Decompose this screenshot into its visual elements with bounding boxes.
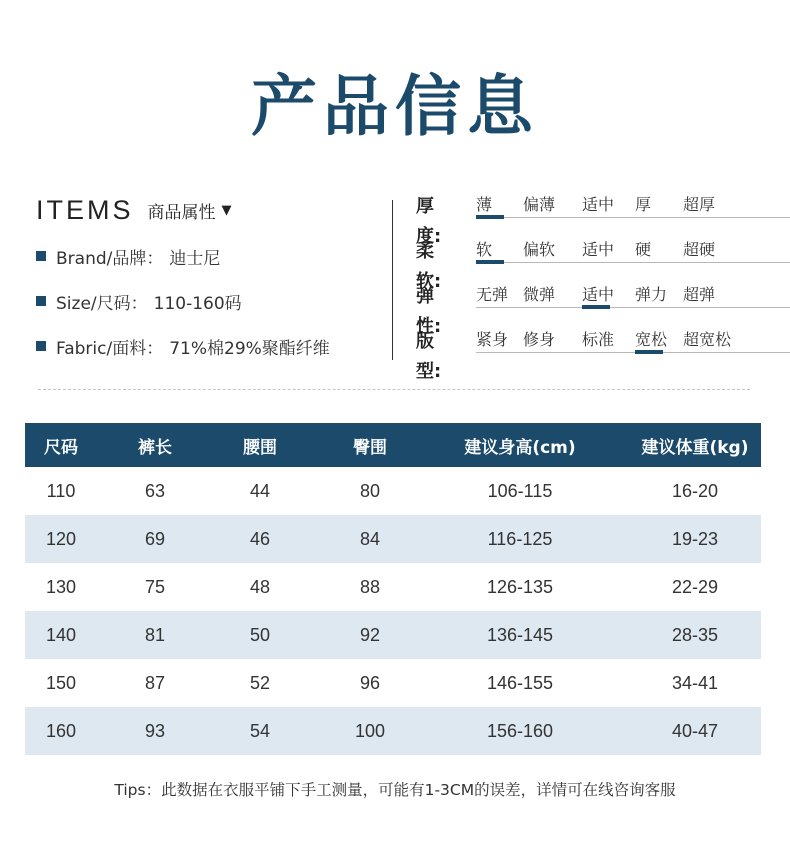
- property-option: 无弹: [476, 285, 509, 304]
- property-option: 适中: [582, 285, 615, 304]
- bullet-icon: [36, 296, 46, 306]
- table-cell: 146-155: [486, 672, 554, 693]
- property-option: 偏薄: [523, 195, 556, 214]
- header-cell: 腰围: [243, 437, 277, 458]
- header-cell: 建议身高(cm): [464, 437, 576, 458]
- attribute-value: 110-160码: [153, 293, 242, 314]
- table-cell: 92: [359, 624, 381, 645]
- header-cell: 建议体重(kg): [641, 437, 749, 458]
- bullet-icon: [36, 341, 46, 351]
- table-row: [25, 467, 761, 515]
- table-cell: 136-145: [486, 624, 554, 645]
- items-header: [36, 192, 232, 228]
- attribute-brand: [36, 243, 220, 269]
- table-cell: 156-160: [486, 720, 554, 741]
- table-cell: 106-115: [487, 480, 553, 501]
- table-header: [25, 423, 761, 467]
- table-cell: 160: [45, 720, 77, 741]
- table-cell: 16-20: [671, 480, 719, 501]
- property-option: 宽松: [635, 330, 668, 349]
- table-row: [25, 659, 761, 707]
- property-option: 软: [476, 240, 493, 259]
- tips-note: Tips：此数据在衣服平铺下手工测量，可能有1-3CM的误差，详情可在线咨询客服: [114, 781, 676, 799]
- table-cell: 140: [45, 624, 77, 645]
- table-cell: 87: [144, 672, 166, 693]
- property-label: 厚度:: [416, 196, 442, 247]
- attribute-size: [36, 288, 242, 314]
- property-option: 适中: [582, 195, 615, 214]
- property-selected-marker: [476, 215, 504, 219]
- table-cell: 50: [249, 624, 271, 645]
- page-title: 产品信息: [251, 68, 539, 145]
- property-option: 超硬: [683, 240, 716, 259]
- property-option: 超宽松: [683, 330, 732, 349]
- table-cell: 75: [144, 576, 166, 597]
- dashed-divider: [38, 389, 750, 390]
- property-option: 紧身: [476, 330, 509, 349]
- table-cell: 80: [359, 480, 381, 501]
- caret-down-icon: ▼: [221, 202, 232, 218]
- table-cell: 48: [249, 576, 271, 597]
- property-option: 修身: [523, 330, 556, 349]
- property-option: 偏软: [523, 240, 556, 259]
- table-cell: 150: [45, 672, 77, 693]
- attribute-label: Size/尺码：: [56, 293, 148, 314]
- property-option: 适中: [582, 240, 615, 259]
- table-cell: 84: [359, 528, 381, 549]
- table-cell: 120: [45, 528, 77, 549]
- table-row: [25, 563, 761, 611]
- table-row: [25, 611, 761, 659]
- table-cell: 28-35: [671, 624, 719, 645]
- attribute-value: 迪士尼: [169, 248, 221, 269]
- table-row: [25, 707, 761, 755]
- table-cell: 40-47: [671, 720, 719, 741]
- attribute-value: 71%棉29%聚酯纤维: [169, 338, 330, 359]
- property-label: 版型:: [416, 331, 442, 382]
- header-cell: 尺码: [44, 437, 78, 458]
- property-option: 微弹: [523, 285, 556, 304]
- property-label: 柔软:: [416, 241, 442, 292]
- table-cell: 88: [359, 576, 381, 597]
- table-cell: 19-23: [671, 528, 719, 549]
- attribute-fabric: [36, 333, 330, 359]
- attribute-label: Fabric/面料：: [56, 338, 164, 359]
- table-cell: 126-135: [486, 576, 554, 597]
- table-cell: 22-29: [671, 576, 719, 597]
- table-cell: 96: [359, 672, 381, 693]
- property-option: 硬: [635, 240, 652, 259]
- table-cell: 100: [354, 720, 386, 741]
- table-cell: 69: [144, 528, 166, 549]
- table-cell: 93: [144, 720, 166, 741]
- property-selected-marker: [582, 305, 610, 309]
- property-label: 弹性:: [416, 286, 442, 337]
- table-cell: 63: [144, 480, 166, 501]
- table-cell: 52: [249, 672, 271, 693]
- table-cell: 130: [45, 576, 77, 597]
- property-option: 超弹: [683, 285, 716, 304]
- table-cell: 46: [249, 528, 271, 549]
- table-cell: 110: [46, 480, 76, 501]
- header-cell: 臀围: [353, 437, 387, 458]
- table-cell: 44: [249, 480, 271, 501]
- property-selected-marker: [635, 350, 663, 354]
- items-heading: ITEMS: [36, 194, 134, 225]
- table-cell: 81: [144, 624, 166, 645]
- table-cell: 116-125: [487, 528, 553, 549]
- attribute-label: Brand/品牌：: [56, 248, 164, 269]
- header-cell: 裤长: [138, 437, 172, 458]
- vertical-divider: [392, 200, 393, 360]
- table-cell: 54: [249, 720, 271, 741]
- property-option: 标准: [582, 330, 615, 349]
- size-table: [25, 423, 761, 755]
- items-subheading: 商品属性: [147, 202, 216, 223]
- property-option: 超厚: [683, 195, 716, 214]
- table-row: [25, 515, 761, 563]
- bullet-icon: [36, 251, 46, 261]
- property-option: 薄: [476, 195, 493, 214]
- property-option: 厚: [635, 195, 652, 214]
- property-option: 弹力: [635, 285, 668, 304]
- property-selected-marker: [476, 260, 504, 264]
- table-cell: 34-41: [671, 672, 719, 693]
